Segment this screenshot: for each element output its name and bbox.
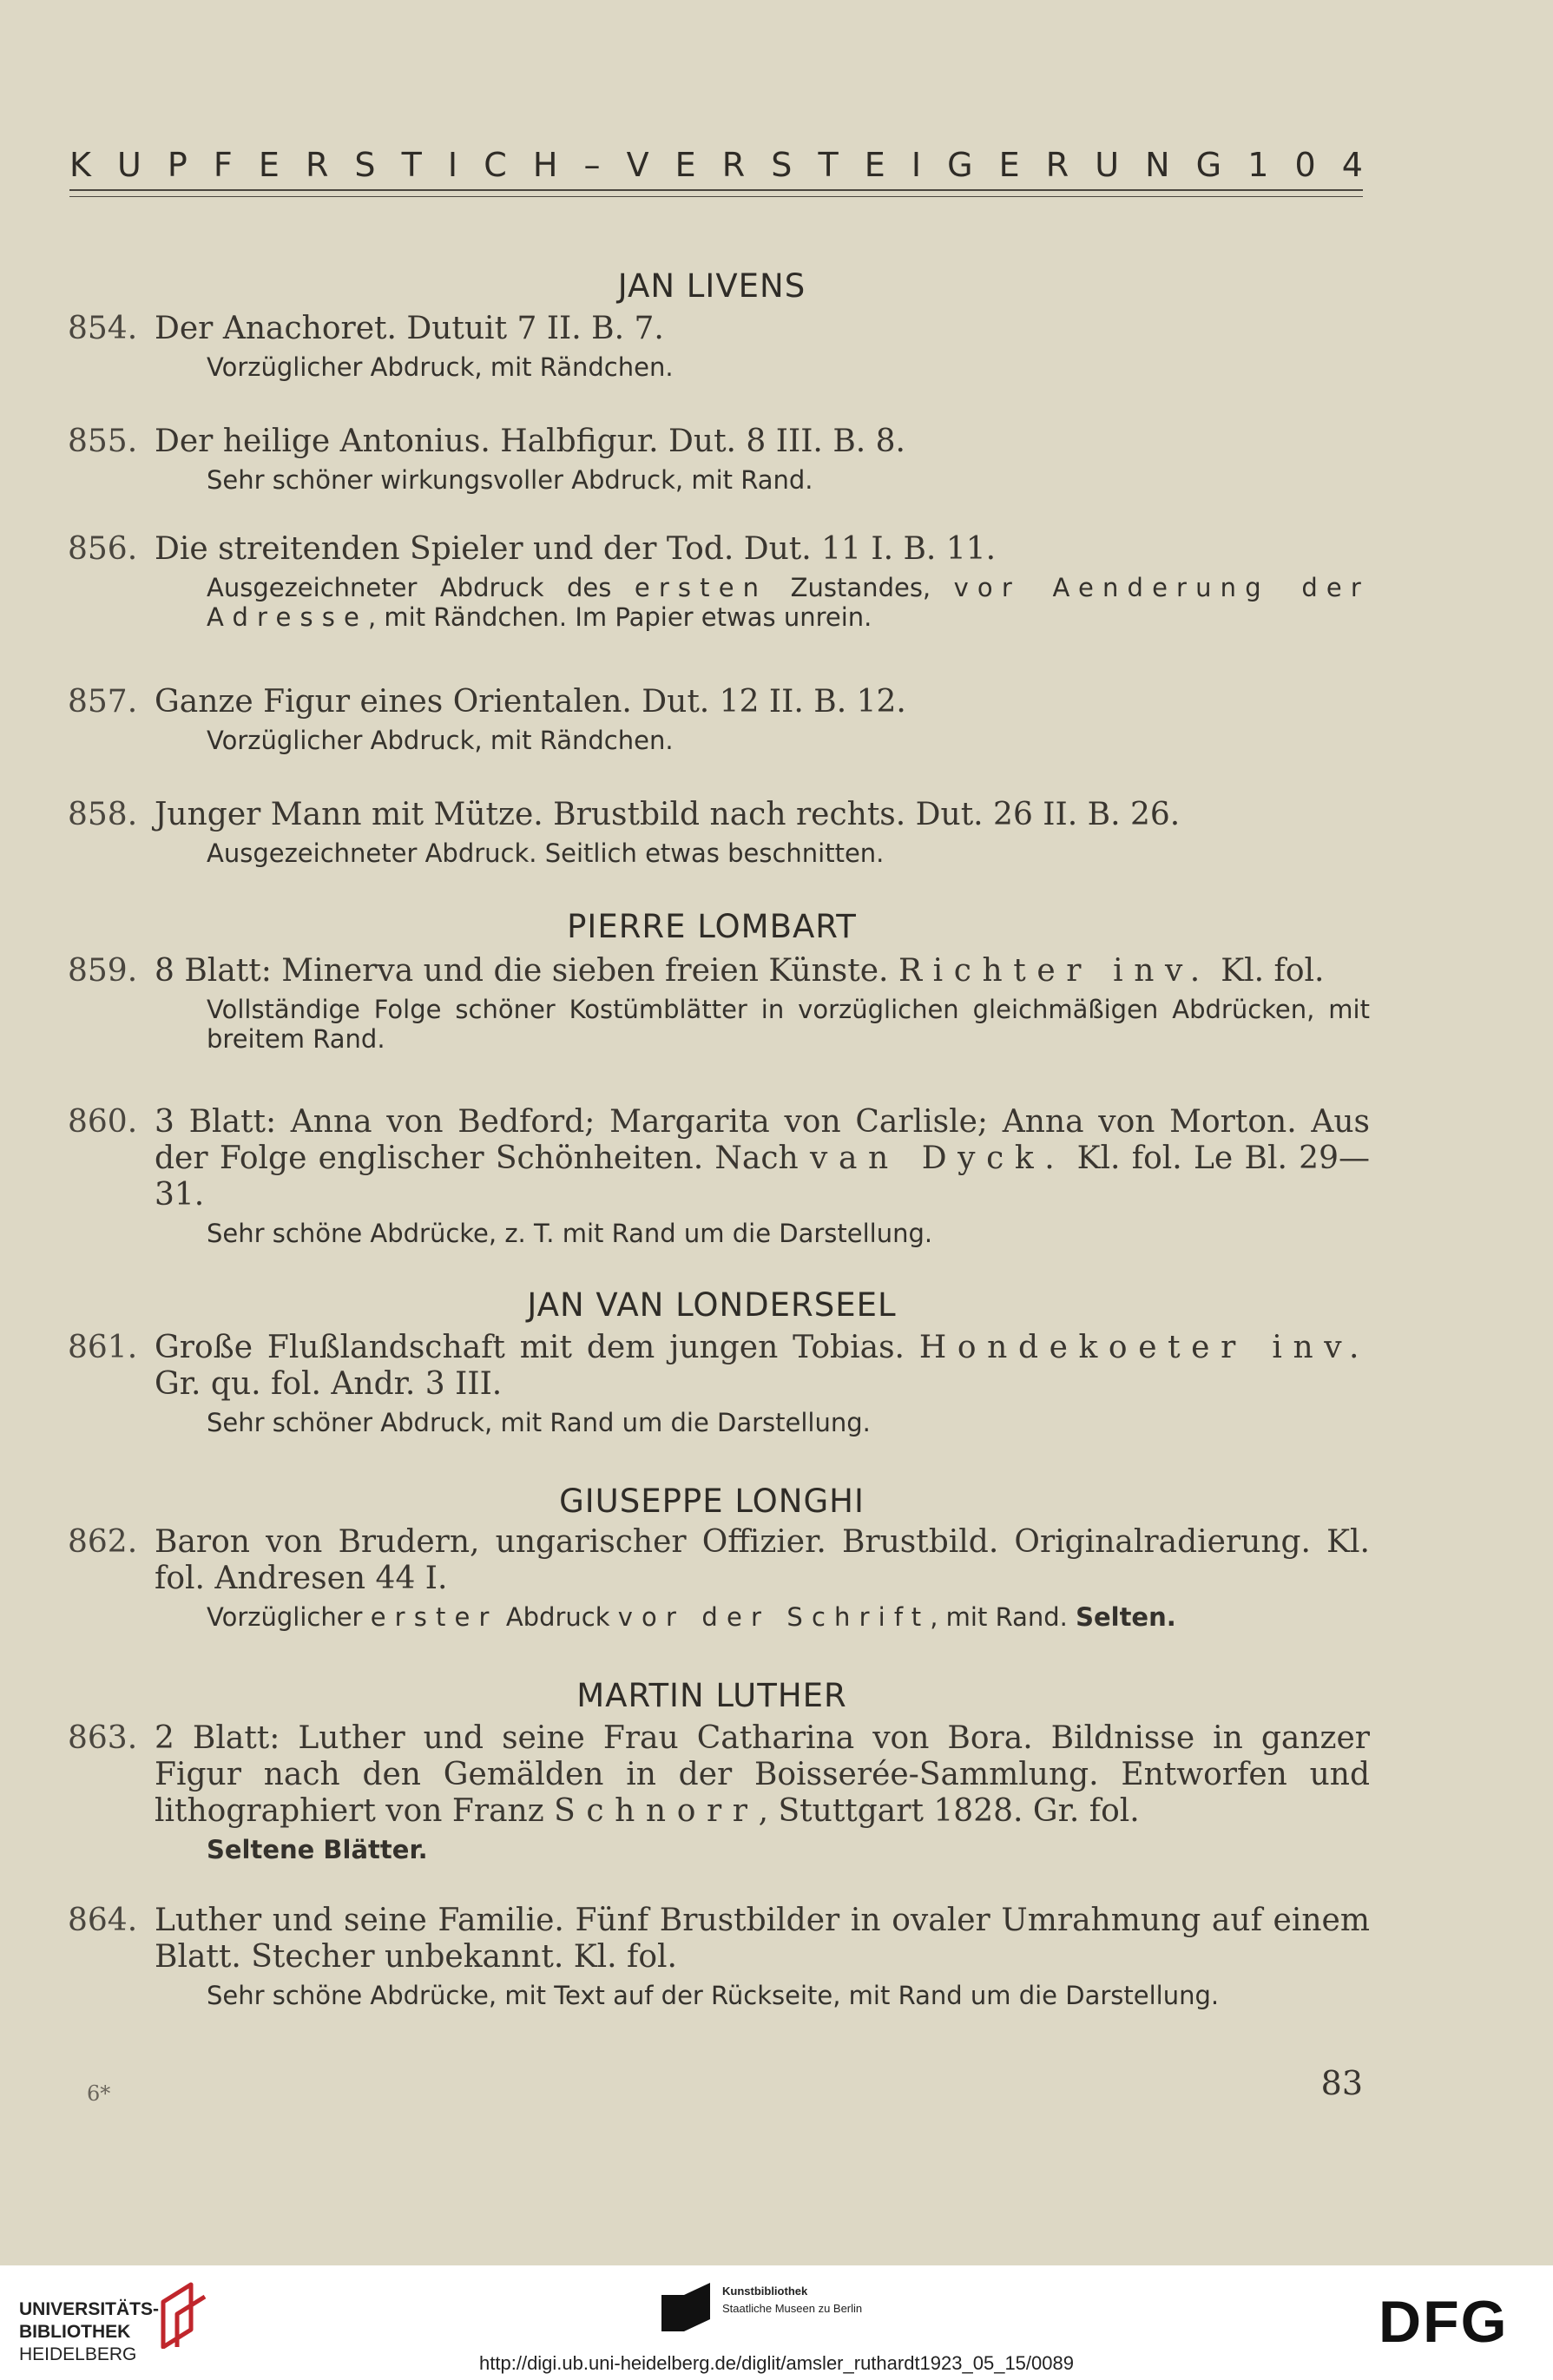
viewer-footer (0, 2265, 1553, 2380)
lot-title: Junger Mann mit Mütze. Brustbild nach rechts. Dut. 26 II. B. 26. (155, 797, 1181, 832)
lot-857 (68, 684, 1370, 755)
lot-856 (68, 531, 1370, 632)
signature-mark: 6* (87, 2081, 111, 2106)
title-spaced-text: Hondekoeter inv. (918, 1330, 1370, 1365)
running-head-letter: E (998, 146, 1020, 184)
head-rule (69, 196, 1363, 197)
running-head-letter: N (1145, 146, 1170, 184)
running-head-letter: T (818, 146, 839, 184)
running-head-letter: F (213, 146, 233, 184)
permalink-url[interactable]: http://digi.ub.uni-heidelberg.de/diglit/amsler_ruthardt1923_05_15/0089 (479, 2352, 1074, 2374)
title-text: Kl. fol. (1210, 953, 1325, 989)
running-head-letter: – (583, 146, 601, 184)
lot-855 (68, 424, 1370, 495)
kb-name-line: Kunstbibliothek (722, 2285, 808, 2298)
title-text: Kl. fol. Le Bl. 29—31. (155, 1141, 1370, 1213)
lot-864 (68, 1903, 1370, 2010)
lot-title: Ganze Figur eines Orientalen. Dut. 12 II. B. 12. (155, 684, 906, 720)
section-title-longhi: GIUSEPPE LONGHI (559, 1483, 865, 1520)
running-head-letter: S (354, 146, 376, 184)
running-head-letter: H (532, 146, 558, 184)
running-head (69, 146, 1363, 184)
running-head-letter: E (864, 146, 885, 184)
running-head-letter: 0 (1294, 146, 1316, 184)
title-text: 2 Blatt: Luther und seine Frau Catharina von Bora. Bildnisse in ganzer Figur nach den Gemälden in der Boisserée-Sammlung. Entworfen und lithographiert von Franz (155, 1720, 1370, 1829)
lot-number: 858. (68, 797, 138, 832)
kunstbibliothek-name[interactable] (722, 2283, 862, 2318)
lot-note: Ausgezeichneter Abdruck. Seitlich etwas beschnitten. (207, 838, 885, 868)
running-head-letter: 4 (1341, 146, 1363, 184)
lot-number: 861. (68, 1330, 138, 1365)
lot-858 (68, 797, 1370, 868)
running-head-letter: U (1095, 146, 1120, 184)
lot-note: Sehr schöne Abdrücke, mit Text auf der Rückseite, mit Rand um die Darstellung. (207, 1981, 1220, 2010)
running-head-letter: G (1195, 146, 1222, 184)
lot-title (155, 1104, 1370, 1213)
running-head-letter: S (771, 146, 793, 184)
university-logo-icon[interactable] (155, 2279, 215, 2349)
lot-note: Sehr schöne Abdrücke, z. T. mit Rand um die Darstellung. (207, 1219, 933, 1248)
dfg-logo[interactable]: DFG (1379, 2289, 1509, 2355)
running-head-letter: T (401, 146, 422, 184)
running-head-letter: R (721, 146, 746, 184)
lot-number: 862. (68, 1524, 138, 1560)
lot-859 (68, 953, 1370, 1054)
lot-title (155, 1720, 1370, 1830)
lot-note: Vollständige Folge schöner Kostümblätter in vorzüglichen gleichmäßigen Abdrücken, mit breitem Rand. (207, 995, 1370, 1054)
running-head-letter: G (947, 146, 973, 184)
title-text: 8 Blatt: Minerva und die sieben freien Künste. (155, 953, 898, 989)
running-head-letter: E (258, 146, 280, 184)
lot-title: Der Anachoret. Dutuit 7 II. B. 7. (155, 311, 664, 346)
lot-number: 854. (68, 311, 138, 346)
lot-note: Vorzüglicher Abdruck, mit Rändchen. (207, 726, 674, 755)
uni-name-line: HEIDELBERG (19, 2344, 137, 2364)
note-text: Ausgezeichneter Abdruck des (207, 573, 635, 602)
title-spaced-text: Schnorr (554, 1793, 759, 1829)
title-text: 3 Blatt: Anna von Bedford; Margarita von Carlisle; Anna von Morton. Aus der Folge englischer Schönheiten. Nach (155, 1104, 1370, 1176)
running-head-letter: C (484, 146, 507, 184)
running-head-letter: I (447, 146, 458, 184)
lot-title: Die streitenden Spieler und der Tod. Dut. 11 I. B. 11. (155, 531, 997, 567)
uni-name-line: UNIVERSITÄTS- (19, 2299, 160, 2319)
lot-note: Vorzüglicher Abdruck, mit Rändchen. (207, 352, 674, 382)
note-spaced-text: vor der Schrift (617, 1602, 931, 1632)
running-head-letter: 1 (1247, 146, 1269, 184)
lot-number: 855. (68, 424, 138, 459)
lot-note (207, 1602, 1370, 1632)
lot-862 (68, 1524, 1370, 1632)
running-head-letter: P (167, 146, 188, 184)
lot-title: Baron von Brudern, ungarischer Offizier. Brustbild. Originalradierung. Kl. fol. Andresen 44 I. (155, 1524, 1370, 1596)
page-number: 83 (1320, 2064, 1363, 2102)
note-text: , mit Rändchen. Im Papier etwas unrein. (367, 602, 872, 632)
lot-note (207, 573, 1370, 632)
section-title-livens: JAN LIVENS (617, 267, 806, 305)
note-spaced-text: ersten (634, 573, 768, 602)
lot-title (155, 1330, 1370, 1403)
lot-note: Sehr schöner Abdruck, mit Rand um die Darstellung. (207, 1408, 871, 1437)
lot-title: Der heilige Antonius. Halbfigur. Dut. 8 III. B. 8. (155, 424, 906, 459)
note-spaced-text: erster (370, 1602, 498, 1632)
uni-name-line: BIBLIOTHEK (19, 2322, 131, 2342)
note-text: Zustandes, (767, 573, 954, 602)
running-head-letter: R (1045, 146, 1069, 184)
note-text: Abdruck (497, 1602, 618, 1632)
title-text: , Stuttgart 1828. Gr. fol. (758, 1793, 1140, 1829)
running-head-letter: I (911, 146, 922, 184)
lot-number: 863. (68, 1720, 138, 1756)
section-title-londerseel: JAN VAN LONDERSEEL (527, 1286, 897, 1324)
lot-note: Sehr schöner wirkungsvoller Abdruck, mit Rand. (207, 465, 813, 495)
title-text: Gr. qu. fol. Andr. 3 III. (155, 1366, 503, 1402)
lot-number: 856. (68, 531, 138, 567)
lot-861 (68, 1330, 1370, 1437)
note-bold-text: Selten. (1076, 1602, 1176, 1632)
lot-854 (68, 311, 1370, 382)
kunstbibliothek-logo-icon[interactable] (661, 2283, 710, 2331)
lot-number: 857. (68, 684, 138, 720)
kb-name-line: Staatliche Museen zu Berlin (722, 2302, 863, 2315)
lot-number: 860. (68, 1104, 138, 1140)
lot-title (155, 953, 1370, 989)
note-text: Vorzüglicher (207, 1602, 371, 1632)
title-text: Große Flußlandschaft mit dem jungen Tobias. (155, 1330, 919, 1365)
head-rule (69, 189, 1363, 191)
running-head-letter: E (675, 146, 696, 184)
running-head-letter: U (117, 146, 141, 184)
lot-note: Seltene Blätter. (207, 1835, 428, 1864)
running-head-letter: V (626, 146, 649, 184)
lot-863 (68, 1720, 1370, 1864)
title-spaced-text: van Dyck. (810, 1141, 1066, 1176)
lot-860 (68, 1104, 1370, 1248)
lot-number: 864. (68, 1903, 138, 1938)
running-head-letter: R (305, 146, 329, 184)
lot-title: Luther und seine Familie. Fünf Brustbilder in ovaler Umrahmung auf einem Blatt. Stecher unbekannt. Kl. fol. (155, 1903, 1370, 1975)
lot-number: 859. (68, 953, 138, 989)
note-text: , mit Rand. (930, 1602, 1076, 1632)
section-title-luther: MARTIN LUTHER (576, 1677, 847, 1714)
running-head-letter: K (69, 146, 91, 184)
note-spaced-text: vor Aenderung der Adresse (207, 573, 1370, 632)
title-spaced-text: Richter inv. (898, 953, 1211, 989)
section-title-lombart: PIERRE LOMBART (567, 908, 857, 945)
